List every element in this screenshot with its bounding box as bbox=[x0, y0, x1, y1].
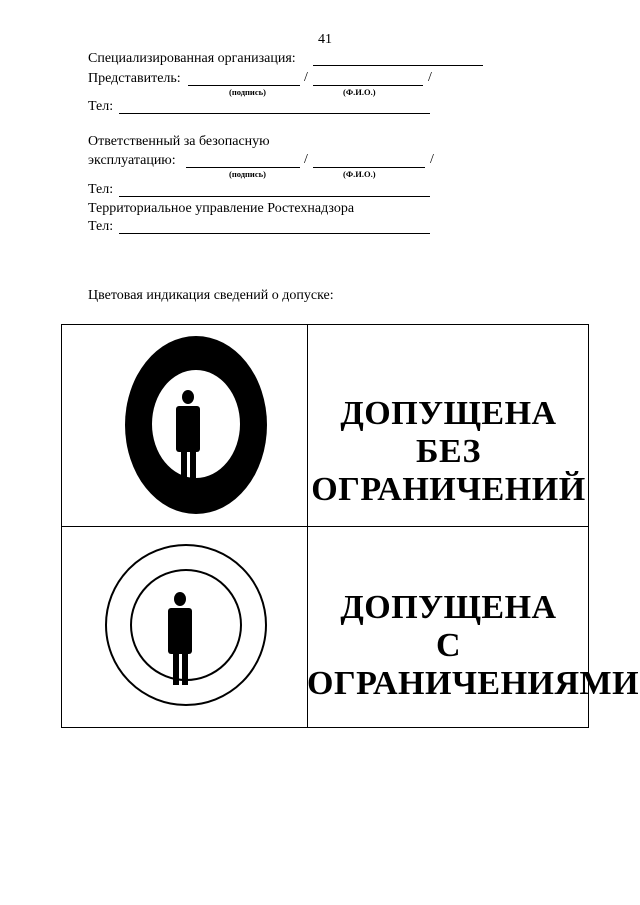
tel-label-1: Тел: bbox=[88, 99, 114, 114]
status-line-1: ДОПУЩЕНА БЕЗ bbox=[340, 395, 557, 470]
resp-slash-2: / bbox=[430, 152, 434, 167]
status-text-no-restrictions bbox=[307, 395, 590, 509]
rep-fio-field[interactable] bbox=[313, 85, 423, 86]
org-field[interactable] bbox=[313, 65, 483, 66]
tel-field-3[interactable] bbox=[119, 233, 430, 234]
indication-table bbox=[61, 324, 640, 728]
table-row-divider bbox=[62, 526, 588, 527]
org-label: Специализированная организация: bbox=[88, 51, 296, 66]
rep-slash-1: / bbox=[304, 70, 308, 85]
status-line-2: ОГРАНИЧЕНИЙ bbox=[311, 471, 586, 508]
tel-field-2[interactable] bbox=[119, 196, 430, 197]
rep-slash-2: / bbox=[428, 70, 432, 85]
status-line-3: ОГРАНИЧЕНИЯМИ bbox=[307, 665, 640, 702]
resp-slash-1: / bbox=[304, 152, 308, 167]
tel-label-2: Тел: bbox=[88, 182, 114, 197]
rep-label: Представитель: bbox=[88, 71, 181, 86]
indication-heading: Цветовая индикация сведений о допуске: bbox=[88, 288, 334, 303]
rep-sign-field[interactable] bbox=[188, 85, 300, 86]
resp-label-1: Ответственный за безопасную bbox=[88, 134, 270, 149]
status-text-with-restrictions bbox=[307, 589, 640, 703]
resp-fio-caption: (Ф.И.О.) bbox=[343, 169, 376, 179]
resp-sign-field[interactable] bbox=[186, 167, 300, 168]
tel-field-1[interactable] bbox=[119, 113, 430, 114]
tel-label-3: Тел: bbox=[88, 219, 114, 234]
resp-sign-caption: (подпись) bbox=[229, 169, 266, 179]
resp-fio-field[interactable] bbox=[313, 167, 425, 168]
rep-fio-caption: (Ф.И.О.) bbox=[343, 87, 376, 97]
rep-sign-caption: (подпись) bbox=[229, 87, 266, 97]
person-in-black-ring-icon bbox=[124, 335, 268, 515]
status-line-2: С bbox=[435, 627, 462, 664]
rtn-label: Территориальное управление Ростехнадзора bbox=[88, 201, 355, 216]
resp-label-2: эксплуатацию: bbox=[88, 153, 176, 168]
person-in-double-circle-icon bbox=[104, 543, 268, 707]
status-line-1: ДОПУЩЕНА bbox=[340, 589, 557, 626]
page-number: 41 bbox=[318, 32, 332, 47]
